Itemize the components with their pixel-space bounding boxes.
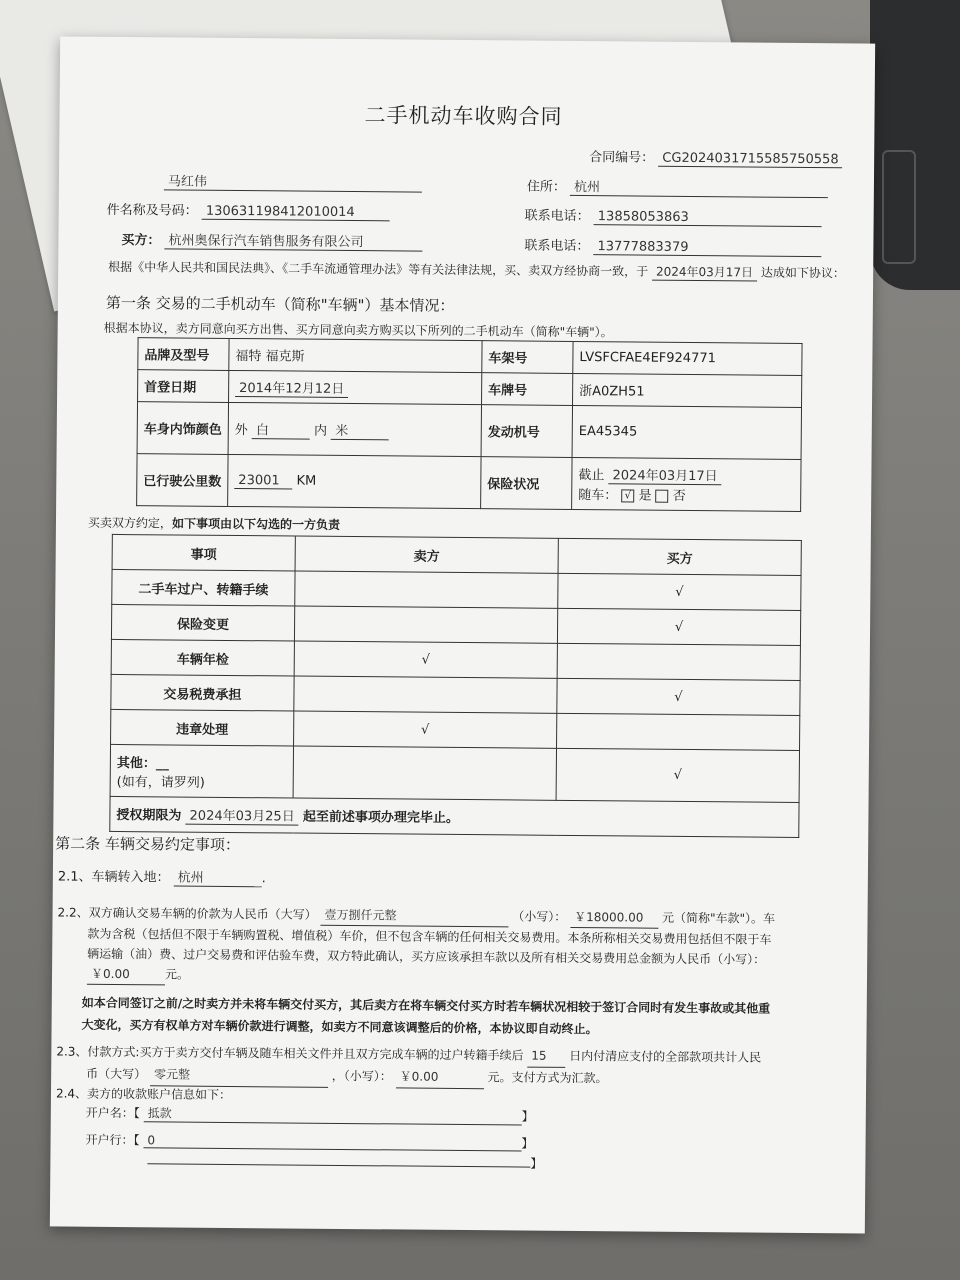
auth-date: 2024年03月25日 [185, 805, 298, 826]
resp-buyer-check[interactable]: √ [558, 573, 801, 610]
payment-upper: 零元整 [150, 1064, 328, 1088]
resp-buyer-check[interactable] [557, 713, 800, 750]
price-upper: 壹万捌仟元整 [320, 905, 508, 928]
resp-header-item: 事项 [112, 534, 295, 571]
seller-name-row [164, 170, 422, 192]
color-cell [228, 402, 481, 456]
resp-seller-check[interactable]: √ [294, 711, 557, 748]
contract-page [50, 36, 875, 1233]
resp-seller-check[interactable] [295, 571, 558, 608]
buyer-name: 杭州奥保行汽车销售服务有限公司 [165, 229, 423, 251]
clause-2-2-text3: 款为含税（包括但不限于车辆购置税、增值税）车价，但不包含车辆的任何相关交易费用。本条所称相关交易费用包括但不限于车 [87, 926, 772, 947]
clause-2-2-text1: 双方确认交易车辆的价款为人民币（大写） [88, 905, 317, 922]
auth-post: 起至前述事项办理完毕止。 [302, 809, 459, 826]
resp-buyer-check[interactable] [557, 643, 800, 680]
total-fee-yuan: 元。 [164, 967, 190, 982]
intro-line [108, 258, 845, 282]
device-edge [870, 0, 960, 290]
total-fee: ￥0.00 [87, 964, 165, 986]
bold-clause-line2: 大变化，买方有权单方对车辆价款进行调整，如卖方不同意该调整后的价格，本协议即自动终止。 [81, 1017, 598, 1037]
clause-2-4: 2.4、卖方的收款账户信息如下： [55, 1086, 232, 1102]
resp-item: 保险变更 [111, 604, 294, 641]
clause-2-3-text1: 付款方式:买方于卖方交付车辆及随车相关文件并且双方完成车辆的过户转籍手续后 [87, 1044, 524, 1063]
insurance-with-label: 随车： [578, 488, 618, 504]
no-label: 否 [672, 488, 686, 504]
reg-date-label: 首登日期 [138, 370, 229, 403]
contract-number-label: 合同编号： [589, 150, 655, 166]
bank-label: 开户行：【 [85, 1132, 140, 1148]
brand-value: 福特 福克斯 [229, 338, 482, 372]
clause-2-2-text2: 元（简称"车款"）。车 [661, 910, 776, 926]
resp-header-seller: 卖方 [295, 536, 558, 573]
vin-value: LVSFCFAE4EF924771 [573, 341, 802, 375]
seller-phone-row [525, 205, 822, 228]
section1-title: 第一条 交易的二手机动车（简称"车辆"）基本情况： [105, 293, 455, 315]
resp-row [111, 604, 800, 645]
seller-name: 马红伟 [164, 170, 422, 192]
resp-row [112, 569, 801, 610]
color-label: 车身内饰颜色 [137, 402, 228, 455]
ext-prefix: 外 [234, 422, 248, 438]
resp-other-buyer[interactable]: √ [556, 748, 799, 802]
resp-row [111, 674, 800, 715]
resp-buyer-check[interactable]: √ [557, 608, 800, 645]
buyer-label: 买方： [121, 233, 161, 249]
buyer-phone-row [524, 235, 821, 258]
payment-small-label: ，（小写）： [331, 1068, 392, 1084]
insurance-cell [572, 457, 801, 511]
resp-item: 二手车过户、转籍手续 [112, 569, 295, 606]
insurance-until-row [578, 464, 794, 486]
seller-phone-label: 联系电话： [524, 208, 590, 225]
seller-phone: 13858053863 [594, 209, 822, 227]
contract-number: CG2024031715585750558 [658, 151, 842, 169]
clause-2-2-text4: 辆运输（油）费、过户交易费和评估验车费，双方特此确认，买方应该承担车款以及所有相关交易费用总金额为人民币（小写）： [87, 946, 766, 967]
engine-label: 发动机号 [481, 405, 572, 458]
id-row [107, 199, 390, 221]
section2-title: 第二条 车辆交易约定事项： [55, 834, 241, 855]
resp-buyer-check[interactable]: √ [557, 678, 800, 715]
account-name-close: 】 [521, 1109, 534, 1124]
yes-checkbox[interactable]: √ [621, 489, 634, 502]
plate-value: 浙A0ZH51 [573, 373, 802, 407]
resp-row [111, 709, 800, 750]
address-row [527, 176, 828, 199]
resp-row-other [110, 744, 799, 802]
auth-period-cell [110, 796, 799, 837]
bank-extra-row [147, 1151, 542, 1171]
clause-2-2-num: 2.2、 [57, 905, 89, 920]
mileage-cell [228, 454, 481, 508]
insurance-with-row [578, 484, 794, 505]
clause-2-2 [57, 902, 775, 990]
account-name-row [86, 1104, 534, 1126]
insurance-until-prefix: 截止 [578, 468, 605, 484]
clause-2-3-num: 2.3、 [56, 1044, 88, 1059]
mileage-value: 23001 [234, 473, 292, 490]
clause-2-1-value: 杭州 [174, 866, 262, 887]
bold-clause [81, 992, 770, 1042]
no-checkbox[interactable] [656, 490, 669, 503]
reg-date-cell [229, 370, 482, 404]
payment-days: 15 [527, 1046, 565, 1068]
engine-value: EA45345 [572, 405, 801, 459]
resp-header-buyer: 买方 [558, 538, 801, 575]
responsibility-table [109, 534, 802, 838]
contract-title: 二手机动车收购合同 [364, 103, 563, 129]
yes-label: 是 [638, 488, 652, 504]
account-name-label: 开户名：【 [85, 1105, 140, 1121]
intro-date: 2024年03月17日 [652, 263, 757, 282]
resp-intro-post: 如下事项由以下勾选的一方负责 [171, 516, 341, 532]
buyer-phone-label: 联系电话： [524, 238, 590, 255]
resp-item: 交易税费承担 [111, 674, 294, 711]
resp-seller-check[interactable] [294, 676, 557, 713]
buyer-phone: 13777883379 [593, 239, 821, 257]
clause-2-3-text4: 元。支付方式为汇款。 [487, 1070, 608, 1086]
resp-seller-check[interactable]: √ [294, 641, 557, 678]
int-color: 米 [331, 419, 389, 440]
buyer-row [121, 229, 422, 252]
ext-color: 白 [252, 419, 310, 440]
bank-close: 】 [521, 1136, 534, 1151]
resp-item: 违章处理 [111, 709, 294, 746]
contract-number-row [589, 146, 843, 168]
price-small-label: （小写）： [512, 909, 567, 924]
reg-date-value: 2014年12月12日 [235, 377, 348, 398]
intro-post: 达成如下协议： [760, 265, 846, 281]
resp-intro-pre: 买卖双方约定， [87, 515, 173, 531]
payment-small: ￥0.00 [396, 1066, 484, 1089]
price-small: ￥18000.00 [570, 907, 658, 929]
resp-row [111, 639, 800, 680]
resp-other-label: 其他：__ [116, 755, 169, 771]
section1-intro: 根据本协议，卖方同意向买方出售、买方同意向卖方购买以下所列的二手机动车（简称"车辆"）。 [103, 320, 613, 340]
address-label: 住所： [526, 179, 566, 195]
id-number: 130631198412010014 [202, 204, 390, 222]
brand-label: 品牌及型号 [138, 338, 229, 371]
bank-row [86, 1131, 534, 1152]
resp-intro [88, 514, 340, 533]
insurance-until-date: 2024年03月17日 [608, 464, 721, 485]
clause-2-3-text2: 日内付清应支付的全部款项共计人民 [569, 1048, 762, 1065]
resp-other-seller[interactable] [293, 746, 556, 800]
vehicle-info-table [136, 337, 802, 512]
auth-label: 授权期限为 [116, 807, 182, 824]
resp-item: 车辆年检 [111, 639, 294, 676]
mileage-unit: KM [296, 473, 317, 489]
account-name: 抵款 [144, 1104, 522, 1125]
resp-other-note: (如有，请罗列) [116, 774, 205, 791]
bank-extra-close: 】 [530, 1156, 543, 1171]
intro-pre: 根据《中华人民共和国民法典》、《二手车流通管理办法》等有关法律法规，买、卖双方经协商一致，于 [108, 259, 649, 279]
vin-label: 车架号 [482, 341, 573, 374]
mileage-label: 已行驶公里数 [137, 454, 228, 507]
int-prefix: 内 [314, 423, 328, 439]
clause-2-3 [56, 1041, 761, 1091]
insurance-label: 保险状况 [481, 457, 572, 510]
address-value: 杭州 [570, 176, 828, 198]
clause-2-1: 2.1、车辆转入地： 杭州 . [58, 865, 266, 887]
device-screen [882, 150, 916, 264]
bold-clause-line1: 如本合同签订之前/之时卖方并未将车辆交付买方，其后卖方在将车辆交付买方时若车辆状况相较于签订合同时有发生事故或其他重 [81, 995, 771, 1016]
bank-value: 0 [143, 1133, 521, 1151]
bank-extra-line [147, 1163, 530, 1167]
clause-2-1-label: 2.1、车辆转入地： [57, 869, 170, 886]
plate-label: 车牌号 [482, 373, 573, 406]
resp-other-cell [110, 744, 293, 798]
clause-2-3-text3: 币（大写） [86, 1066, 147, 1082]
resp-seller-check[interactable] [294, 606, 557, 643]
id-label: 件名称及号码： [106, 202, 198, 219]
